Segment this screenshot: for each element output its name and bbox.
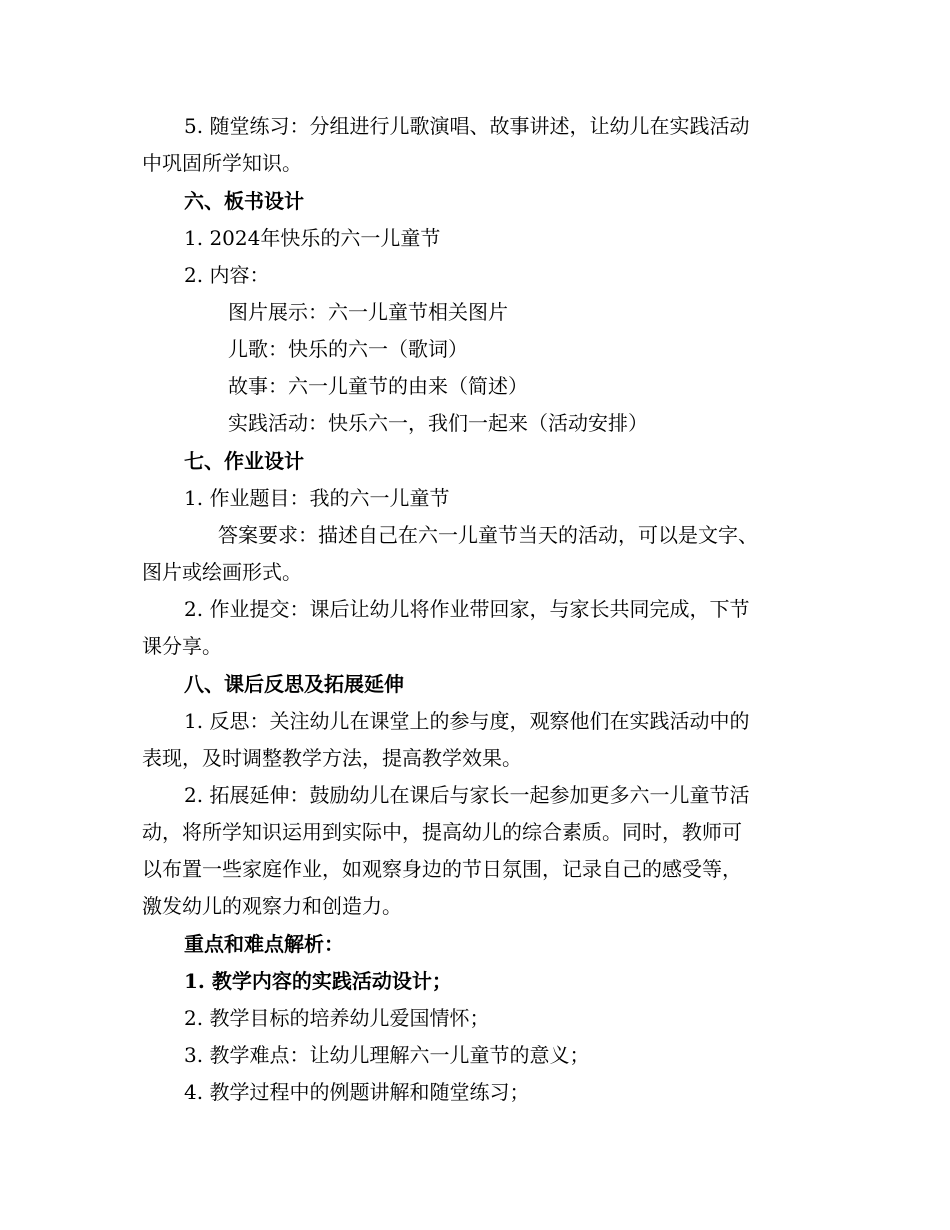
homework-requirement-line2: 图片或绘画形式。: [142, 560, 302, 584]
board-content-pictures: 图片展示：六一儿童节相关图片: [228, 300, 508, 324]
list-item-board-title: 1. 2024年快乐的六一儿童节: [184, 226, 441, 250]
section-heading-board-design: 六、板书设计: [184, 189, 304, 213]
list-item-homework-topic: 1. 作业题目：我的六一儿童节: [184, 486, 450, 510]
paragraph-practice-line2: 中巩固所学知识。: [142, 151, 302, 175]
key-point-item-4: 4. 教学过程中的例题讲解和随堂练习；: [184, 1080, 530, 1104]
list-item-reflection-line2: 表现，及时调整教学方法，提高教学效果。: [142, 746, 522, 770]
section-heading-reflection: 八、课后反思及拓展延伸: [184, 672, 404, 696]
list-item-extension-line4: 激发幼儿的观察力和创造力。: [142, 894, 402, 918]
homework-requirement-line1: 答案要求：描述自己在六一儿童节当天的活动，可以是文字、: [218, 523, 758, 547]
key-point-item-3: 3. 教学难点：让幼儿理解六一儿童节的意义；: [184, 1043, 590, 1067]
section-heading-homework: 七、作业设计: [184, 449, 304, 473]
list-item-extension-line3: 以布置一些家庭作业，如观察身边的节日氛围，记录自己的感受等，: [142, 857, 742, 881]
key-point-item-1: 1. 教学内容的实践活动设计；: [184, 969, 452, 993]
list-item-homework-submit-line2: 课分享。: [142, 634, 222, 658]
list-item-reflection-line1: 1. 反思：关注幼儿在课堂上的参与度，观察他们在实践活动中的: [184, 709, 750, 733]
board-content-story: 故事：六一儿童节的由来（简述）: [228, 374, 528, 398]
board-content-song: 儿歌：快乐的六一（歌词）: [228, 337, 468, 361]
paragraph-practice-line1: 5. 随堂练习：分组进行儿歌演唱、故事讲述，让幼儿在实践活动: [184, 114, 750, 138]
key-point-item-2: 2. 教学目标的培养幼儿爱国情怀；: [184, 1006, 490, 1030]
list-item-homework-submit-line1: 2. 作业提交：课后让幼儿将作业带回家，与家长共同完成，下节: [184, 597, 750, 621]
list-item-extension-line2: 动，将所学知识运用到实际中，提高幼儿的综合素质。同时，教师可: [142, 820, 742, 844]
section-heading-key-points: 重点和难点解析：: [184, 932, 344, 956]
list-item-extension-line1: 2. 拓展延伸：鼓励幼儿在课后与家长一起参加更多六一儿童节活: [184, 783, 750, 807]
list-item-board-content: 2. 内容：: [184, 263, 270, 287]
board-content-activity: 实践活动：快乐六一，我们一起来（活动安排）: [228, 411, 648, 435]
